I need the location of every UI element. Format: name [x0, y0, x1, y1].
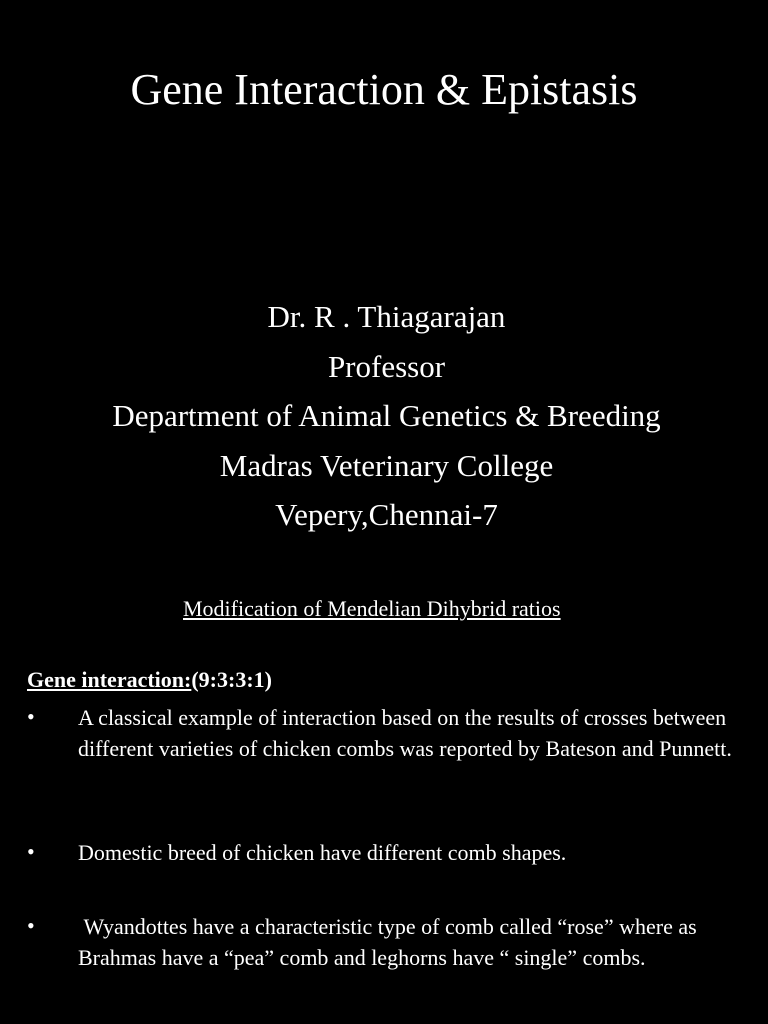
section-heading [27, 666, 272, 694]
bullet-item [27, 912, 757, 973]
slide-title: Gene Interaction & Epistasis [130, 65, 638, 114]
bullet-icon: • [27, 839, 35, 864]
author-position: Professor [327, 348, 446, 384]
slide-subtitle: Modification of Mendelian Dihybrid ratios [183, 596, 561, 621]
author-name: Dr. R . Thiagarajan [267, 299, 506, 334]
author-department: Department of Animal Genetics & Breeding [112, 398, 661, 433]
bullet-item [27, 703, 757, 764]
bullet-text: A classical example of interaction based on the results of crosses between different varieties of chicken combs was reported by Bateson and Punnett. [78, 705, 732, 761]
author-block [0, 292, 768, 540]
bullet-icon: • [27, 704, 35, 729]
section-heading-ratio: (9:3:3:1) [191, 667, 272, 692]
bullet-item [27, 838, 757, 869]
bullet-icon: • [27, 913, 35, 938]
author-college: Madras Veterinary College [219, 447, 554, 483]
bullet-text: Wyandottes have a characteristic type of comb called “rose” where as Brahmas have a “pea” comb and leghorns have “ single” combs. [78, 914, 708, 970]
author-location: Vepery,Chennai-7 [275, 497, 498, 532]
bullet-text: Domestic breed of chicken have different comb shapes. [78, 840, 567, 865]
section-heading-label: Gene interaction: [27, 667, 192, 692]
